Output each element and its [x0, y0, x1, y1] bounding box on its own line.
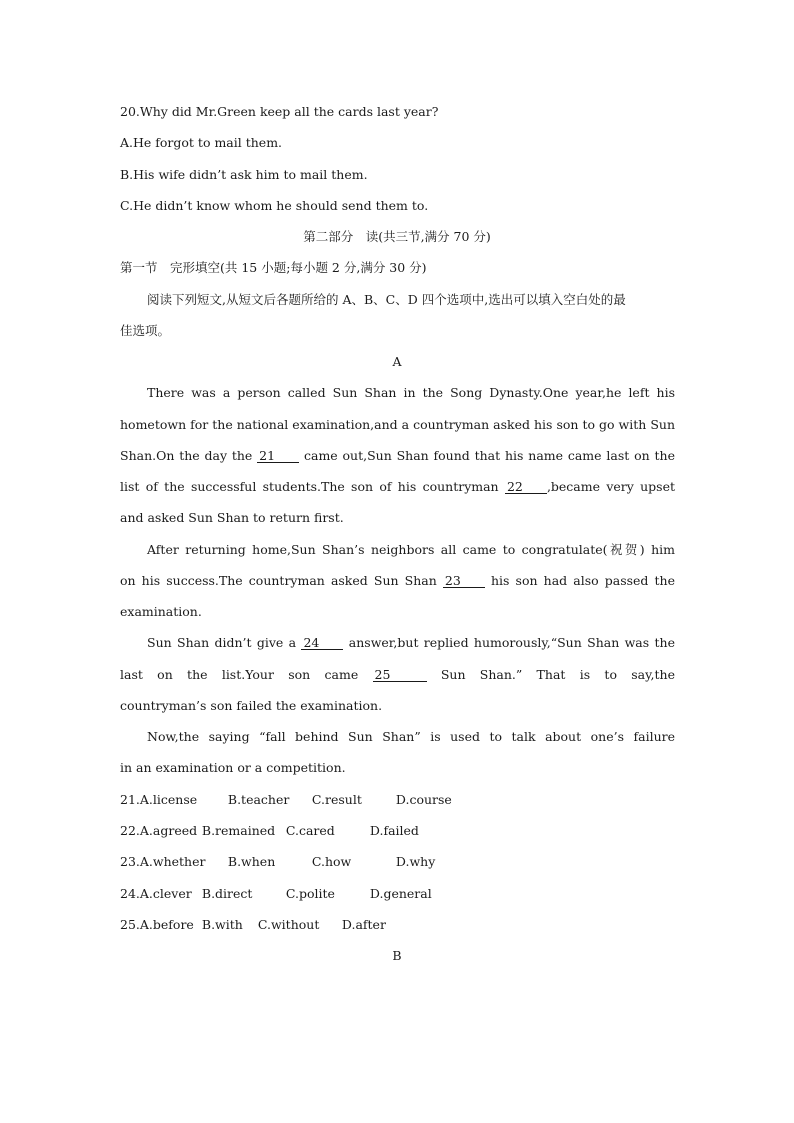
passage-text: his son had also passed the	[490, 573, 675, 588]
blank-22: 22	[505, 480, 547, 494]
passage-a-p3-line-3: countryman’s son failed the examination.	[120, 698, 383, 713]
question-23	[120, 854, 435, 870]
passage-a-p4-line-2: in an examination or a competition.	[120, 760, 346, 775]
option-c: C.without	[257, 917, 320, 932]
option-a: A.license	[139, 792, 198, 807]
option-a: A.clever	[139, 886, 192, 901]
option-b: B.direct	[201, 886, 253, 901]
question-25	[120, 917, 386, 933]
question-22	[120, 823, 419, 839]
passage-a-p1-line-5: and asked Sun Shan to return first.	[120, 510, 344, 525]
passage-text: came out,Sun Shan found that his name came last on the	[303, 448, 675, 463]
part-two-title: 第二部分 读(共三节,满分 70 分)	[303, 229, 491, 244]
blank-24: 24	[301, 636, 343, 650]
passage-a-label: A	[392, 354, 402, 369]
passage-a-p1-line-2: hometown for the national examination,and a countryman asked his son to go with Sun	[120, 417, 675, 432]
question-20-option-b: B.His wife didn’t ask him to mail them.	[120, 167, 368, 182]
blank-23: 23	[443, 574, 485, 588]
blank-21: 21	[257, 449, 299, 463]
passage-text: Sun Shan.” That is to say,the	[440, 667, 675, 682]
passage-text: Sun Shan didn’t give a	[147, 635, 297, 650]
option-b: B.remained	[201, 823, 276, 838]
question-24	[120, 886, 432, 902]
option-a: A.before	[139, 917, 194, 932]
option-d: D.course	[395, 792, 452, 807]
question-20-stem: 20.Why did Mr.Green keep all the cards last year?	[120, 104, 439, 119]
option-a: A.agreed	[139, 823, 198, 838]
passage-a-p4-line-1: Now,the saying “fall behind Sun Shan” is used to talk about one’s failure	[147, 729, 675, 744]
option-c: C.cared	[285, 823, 335, 838]
passage-text: ,became very upset	[546, 479, 675, 494]
instructions-line-1: 阅读下列短文,从短文后各题所给的 A、B、C、D 四个选项中,选出可以填入空白处的最	[147, 292, 626, 307]
passage-text: on his success.The countryman asked Sun Shan	[120, 573, 437, 588]
passage-a-p1-line-3	[120, 448, 675, 464]
question-number: 24.	[120, 886, 140, 901]
section-one-title: 第一节 完形填空(共 15 小题;每小题 2 分,满分 30 分)	[120, 260, 427, 275]
option-c: C.polite	[285, 886, 335, 901]
passage-b-label: B	[392, 948, 402, 963]
option-d: D.failed	[369, 823, 419, 838]
question-20-option-a: A.He forgot to mail them.	[120, 135, 283, 150]
passage-a-p1-line-4	[120, 479, 675, 495]
option-d: D.why	[395, 854, 436, 869]
instructions-line-2: 佳选项。	[120, 323, 171, 338]
option-c: C.result	[311, 792, 362, 807]
option-b: B.with	[201, 917, 243, 932]
question-number: 25.	[120, 917, 140, 932]
option-c: C.how	[311, 854, 352, 869]
question-number: 22.	[120, 823, 140, 838]
passage-text: last on the list.Your son came	[120, 667, 359, 682]
passage-a-p3-line-2	[120, 667, 675, 683]
passage-a-p3-line-1	[147, 635, 675, 651]
passage-text: answer,but replied humorously,“Sun Shan was the	[348, 635, 675, 650]
passage-text: Shan.On the day the	[120, 448, 253, 463]
passage-a-p2-line-3: examination.	[120, 604, 202, 619]
question-21	[120, 792, 452, 808]
option-d: D.general	[369, 886, 432, 901]
passage-text: list of the successful students.The son of his countryman	[120, 479, 499, 494]
option-d: D.after	[341, 917, 386, 932]
blank-25: 25	[373, 668, 427, 682]
passage-a-p2-line-1: After returning home,Sun Shan’s neighbors all came to congratulate(祝贺) him	[147, 542, 675, 557]
passage-a-p1-line-1: There was a person called Sun Shan in the Song Dynasty.One year,he left his	[147, 385, 675, 400]
option-a: A.whether	[139, 854, 206, 869]
option-b: B.teacher	[227, 792, 290, 807]
question-number: 21.	[120, 792, 140, 807]
passage-a-p2-line-2	[120, 573, 675, 589]
question-20-option-c: C.He didn’t know whom he should send them to.	[120, 198, 429, 213]
option-b: B.when	[227, 854, 276, 869]
question-number: 23.	[120, 854, 140, 869]
